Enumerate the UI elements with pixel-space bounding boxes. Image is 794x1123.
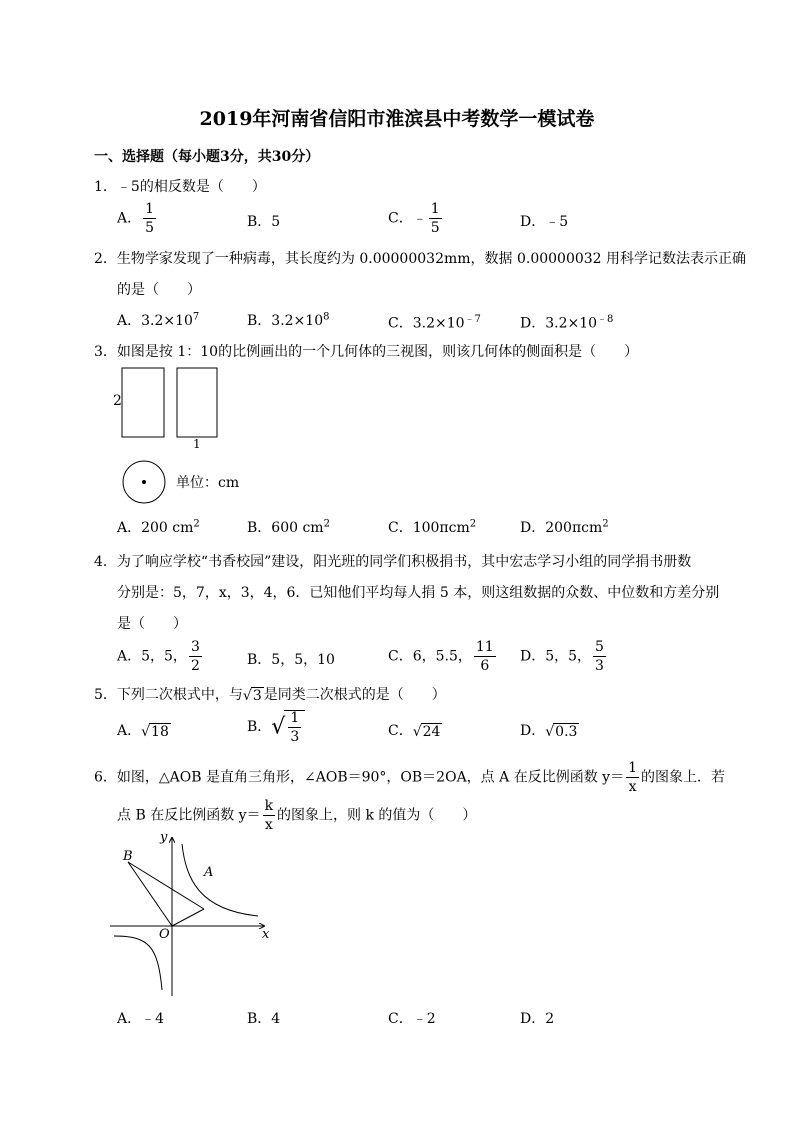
segment-ab	[128, 862, 204, 909]
front-view	[122, 368, 164, 437]
q6-option-c: C．﹣2	[388, 1011, 436, 1027]
point-a-label: A	[204, 865, 214, 880]
q2-option-c: C．$3.2\times 10^{﹣7}$	[388, 314, 481, 332]
option-label: A．	[117, 210, 142, 227]
q2-option-b: B．$3.2\times 10^8$	[247, 311, 330, 329]
question-4-line-1: 4．为了响应学校“书香校园”建设，阳光班的同学们积极捐书，其中宏志学习小组的同学捐书册数	[94, 554, 692, 570]
segment-ob	[128, 862, 172, 926]
q3-option-a: A．200 $cm^2$	[117, 518, 200, 536]
fraction: $\frac{1}{5}$	[430, 201, 440, 236]
question-2-line-1: 2．生物学家发现了一种病毒，其长度约为 0.00000032mm，数据 0.00000032 用科学记数法表示正确	[94, 251, 747, 267]
question-1: 1．﹣5的相反数是（ ）	[94, 179, 266, 195]
segment-oa	[172, 909, 204, 926]
y-axis-label: y	[160, 830, 168, 845]
q3-option-b: B．600 $cm^2$	[247, 518, 330, 536]
page-title: 2019年河南省信阳市淮滨县中考数学一模试卷	[199, 108, 595, 130]
q6-option-d: D．2	[520, 1011, 555, 1027]
q4-option-c: C．6，5.5， $\frac{11}{6}$	[388, 639, 494, 674]
sqrt: √3	[242, 687, 262, 704]
q1-option-d: D．﹣5	[520, 214, 569, 230]
fraction: $\frac{k}{x}$	[264, 798, 274, 833]
q5-option-a: A．√18	[117, 723, 169, 740]
sqrt: √ $\frac{1}{3}$	[271, 710, 305, 744]
hyperbola-branch-1	[182, 844, 258, 916]
side-view	[177, 368, 217, 437]
q3-option-d: D．200πcm$^2$	[520, 518, 609, 536]
height-label: 2	[113, 393, 122, 409]
fraction: $\frac{5}{3}$	[595, 639, 604, 674]
section-heading: 一、选择题（每小题3分，共30分）	[94, 149, 320, 165]
q6-option-a: A．﹣4	[117, 1011, 165, 1027]
fraction: $\frac{3}{2}$	[190, 639, 200, 674]
q6-option-b: B．4	[247, 1011, 281, 1027]
sqrt: √0.3	[545, 723, 578, 740]
hyperbola-figure	[108, 830, 278, 1000]
option-label: C．﹣	[388, 210, 427, 227]
question-6-line-2: 点 B 在反比例函数 y＝ $\frac{k}{x}$ 的图象上，则 k 的值为（ ）	[117, 798, 477, 833]
question-6-line-1: 6．如图，△AOB 是直角三角形，∠AOB＝90°，OB＝2OA，点 A 在反比例函数 y＝ $\frac{1}{x}$ 的图象上．若	[94, 760, 725, 795]
q1-option-b: B．5	[247, 214, 281, 230]
q4-option-d: D．5，5， $\frac{5}{3}$	[520, 639, 604, 674]
q5-option-c: C．√24	[388, 723, 441, 740]
fraction: $\frac{11}{6}$	[475, 639, 494, 674]
q5-option-d: D．√0.3	[520, 723, 578, 740]
question-2-line-2: 的是（ ）	[117, 282, 201, 298]
q2-option-d: D．$3.2\times 10^{﹣8}$	[520, 314, 614, 332]
question-3: 3．如图是按 1：10的比例画出的一个几何体的三视图，则该几何体的侧面积是（ ）	[94, 344, 639, 360]
sqrt: √18	[141, 723, 169, 740]
unit-label: 单位：cm	[176, 475, 240, 491]
question-5: 5．下列二次根式中，与√3 是同类二次根式的是（ ）	[94, 687, 446, 704]
q3-option-c: C．100πcm$^2$	[388, 518, 477, 536]
point-b-label: B	[123, 849, 133, 864]
question-4-line-3: 是（ ）	[117, 616, 187, 632]
width-label: 1	[193, 437, 201, 451]
center-dot	[142, 480, 146, 484]
hyperbola-branch-2	[114, 936, 162, 990]
sqrt: √24	[412, 723, 441, 740]
fraction: $\frac{1}{5}$	[145, 201, 155, 236]
x-axis-label: x	[262, 927, 270, 942]
question-4-line-2: 分别是：5，7，x，3，4，6．已知他们平均每人捐 5 本，则这组数据的众数、中位数和方差分别	[117, 585, 720, 601]
q2-option-a: A．$3.2\times 10^7$	[117, 311, 200, 329]
q1-option-c	[388, 202, 444, 235]
q1-option-a	[117, 202, 158, 235]
q4-option-b: B．5，5，10	[247, 652, 335, 668]
q5-option-b: B．√ $\frac{1}{3}$	[247, 710, 305, 744]
q4-option-a: A．5，5， $\frac{3}{2}$	[117, 639, 200, 674]
fraction: $\frac{1}{x}$	[628, 760, 637, 795]
origin-label: O	[159, 927, 170, 942]
